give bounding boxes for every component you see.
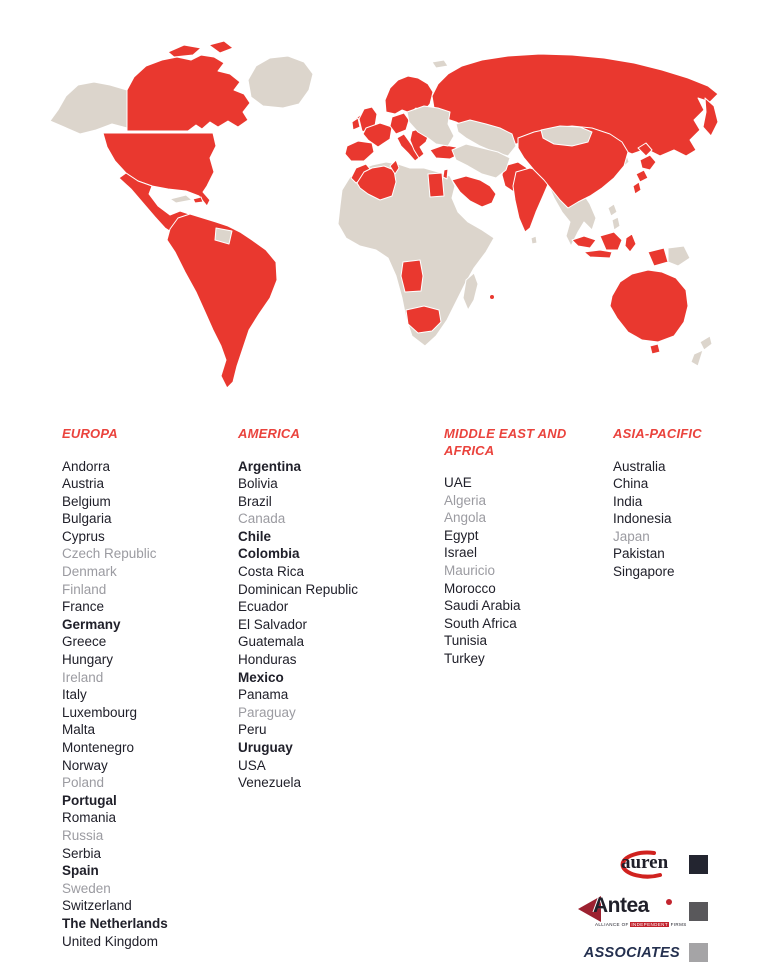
antea-wordmark: Antea — [593, 894, 649, 917]
map-region-mauritius — [490, 295, 495, 300]
auren-color-swatch — [689, 855, 708, 874]
map-region-egypt — [428, 173, 444, 197]
map-region-saudi-uae — [452, 176, 496, 207]
country-item: Brazil — [238, 493, 272, 509]
country-item: Greece — [62, 634, 107, 650]
map-region-iberia — [345, 141, 374, 161]
antea-color-swatch — [689, 902, 708, 921]
country-item: Malta — [62, 722, 96, 738]
column-list-middle-east-africa — [444, 474, 613, 668]
map-region-usa — [103, 133, 216, 206]
country-item: Bolivia — [238, 476, 278, 492]
country-item: Colombia — [238, 546, 300, 562]
country-item: Uruguay — [238, 740, 293, 755]
country-item: Cyprus — [62, 528, 105, 544]
country-item: United Kingdom — [62, 933, 159, 949]
country-item: Mauricio — [444, 562, 496, 578]
map-region-tasmania — [650, 344, 660, 354]
map-region-alaska — [50, 82, 127, 134]
antea-dot-icon — [666, 899, 672, 905]
country-item: Canada — [238, 511, 286, 527]
country-item: Venezuela — [238, 775, 302, 791]
country-item: Portugal — [62, 792, 117, 808]
country-item: Ecuador — [238, 599, 289, 615]
map-region-greenland — [248, 56, 313, 108]
map-region-hispaniola — [193, 197, 203, 203]
associates-label: ASSOCIATES — [583, 944, 680, 961]
country-item: Norway — [62, 757, 108, 773]
country-item: Indonesia — [613, 511, 672, 527]
country-item: China — [613, 476, 649, 492]
country-item: Argentina — [238, 458, 302, 474]
country-item: Australia — [613, 458, 666, 474]
map-region-canadian-arctic — [168, 41, 233, 57]
map-region-indonesia — [572, 232, 668, 266]
legend-row-auren — [608, 849, 708, 879]
country-item: Tunisia — [444, 633, 488, 649]
legend-row-antea — [578, 893, 708, 929]
country-item: South Africa — [444, 615, 517, 631]
country-column-europa — [62, 426, 238, 950]
membership-legend — [578, 849, 708, 976]
column-title-middle-east-africa: MIDDLE EAST AND AFRICA — [444, 426, 567, 458]
country-item: India — [613, 493, 643, 509]
auren-wordmark: auren — [621, 852, 669, 873]
country-item: Chile — [238, 528, 272, 544]
country-item: Finland — [62, 581, 107, 597]
country-item: Honduras — [238, 652, 297, 668]
map-region-svalbard — [432, 60, 448, 68]
country-item: Panama — [238, 687, 289, 703]
country-item: Spain — [62, 863, 99, 879]
country-item: Germany — [62, 616, 121, 632]
country-item: Czech Republic — [62, 546, 157, 562]
country-item: Montenegro — [62, 740, 135, 755]
world-map — [0, 0, 764, 414]
country-column-america — [238, 426, 444, 950]
column-list-europa — [62, 458, 238, 951]
country-item: Morocco — [444, 580, 496, 596]
country-item: Pakistan — [613, 546, 665, 562]
map-region-israel — [443, 169, 448, 179]
country-item: Dominican Republic — [238, 581, 359, 597]
map-region-ireland — [352, 118, 360, 130]
map-region-australia — [610, 270, 688, 342]
country-item: Bulgaria — [62, 511, 112, 527]
country-item: Guatemala — [238, 634, 305, 650]
column-list-asia-pacific — [613, 458, 758, 581]
antea-tagline-part3: FIRMS — [668, 922, 687, 927]
map-region-central-europe — [390, 113, 409, 134]
country-item: Singapore — [613, 564, 675, 580]
antea-tagline-part2: INDEPENDENT — [631, 922, 668, 927]
country-item: Costa Rica — [238, 564, 305, 580]
country-item: Saudi Arabia — [444, 598, 521, 614]
antea-tagline-part1: ALLIANCE OF — [595, 922, 631, 927]
antea-logo — [578, 893, 687, 929]
map-region-png — [668, 246, 690, 266]
country-item: Angola — [444, 510, 487, 526]
country-item: Ireland — [62, 669, 104, 685]
antea-tagline — [595, 922, 687, 927]
country-item: Poland — [62, 775, 105, 791]
country-item: UAE — [444, 475, 472, 490]
map-region-new-zealand — [691, 336, 712, 366]
map-region-angola — [401, 260, 423, 292]
country-item: Hungary — [62, 652, 114, 668]
country-item: Luxembourg — [62, 704, 138, 720]
country-item: USA — [238, 757, 266, 773]
country-item: Egypt — [444, 527, 479, 543]
country-item: Andorra — [62, 458, 111, 474]
legend-row-associates — [584, 943, 708, 962]
country-item: Russia — [62, 827, 104, 843]
column-title-europa: EUROPA — [62, 426, 118, 441]
country-item: Japan — [613, 528, 650, 544]
country-item: Serbia — [62, 845, 102, 861]
country-item: Romania — [62, 810, 117, 826]
country-item: Turkey — [444, 650, 485, 666]
map-region-sri-lanka — [531, 236, 537, 244]
auren-logo — [608, 849, 680, 879]
map-region-canada — [127, 55, 250, 131]
country-item: El Salvador — [238, 616, 308, 632]
country-item: Switzerland — [62, 898, 132, 914]
associates-color-swatch — [689, 943, 708, 962]
map-region-cuba — [170, 195, 192, 203]
country-item: Paraguay — [238, 704, 296, 720]
map-region-kamchatka — [703, 98, 718, 136]
country-item: Israel — [444, 545, 478, 561]
column-list-america — [238, 458, 444, 792]
country-item: France — [62, 599, 105, 615]
country-item: Austria — [62, 476, 105, 492]
country-item: Denmark — [62, 564, 117, 580]
country-item: Sweden — [62, 880, 111, 896]
country-item: Peru — [238, 722, 267, 738]
column-title-america: AMERICA — [238, 426, 301, 441]
country-item: The Netherlands — [62, 915, 168, 931]
world-map-svg — [0, 0, 764, 414]
country-item: Italy — [62, 687, 87, 703]
column-title-asia-pacific: ASIA-PACIFIC — [613, 426, 702, 441]
country-item: Algeria — [444, 492, 487, 508]
country-item: Mexico — [238, 669, 284, 685]
country-item: Belgium — [62, 493, 111, 509]
map-region-philippines — [608, 204, 620, 230]
